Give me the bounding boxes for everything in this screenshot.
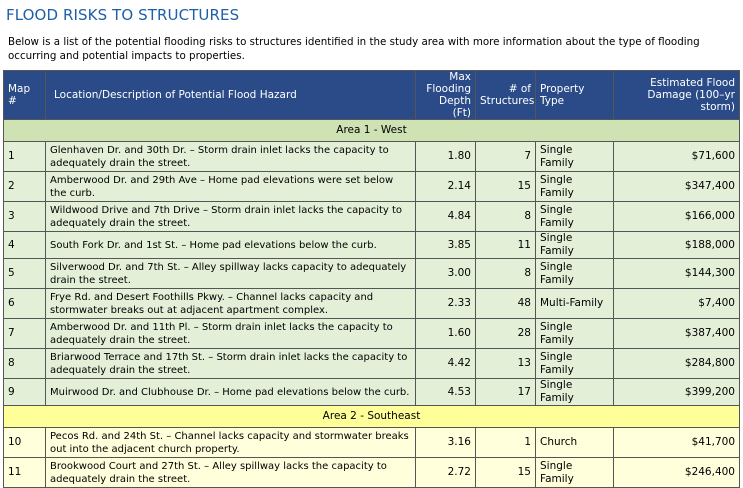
table-row [4,172,740,202]
header-map: Map # [4,71,46,120]
cell-property-type: Single Family [536,172,614,202]
cell-location: Amberwood Dr. and 29th Ave – Home pad elevations were set below the curb. [46,172,416,202]
cell-property-type: Single Family [536,142,614,172]
area-row-west [4,120,740,142]
cell-map: 9 [4,379,46,406]
cell-map: 6 [4,289,46,319]
table-row [4,289,740,319]
cell-location: Brookwood Court and 27th St. – Alley spillway lacks the capacity to adequately drain the street. [46,458,416,488]
cell-map: 10 [4,428,46,458]
cell-map: 2 [4,172,46,202]
cell-structures: 11 [476,232,536,259]
table-row [4,142,740,172]
cell-property-type: Single Family [536,232,614,259]
cell-property-type: Multi-Family [536,289,614,319]
header-depth: Max Flooding Depth (Ft) [416,71,476,120]
cell-location: Frye Rd. and Desert Foothills Pkwy. – Channel lacks capacity and stormwater breaks out at adjacent apartment complex. [46,289,416,319]
cell-depth: 4.53 [416,379,476,406]
cell-property-type: Single Family [536,202,614,232]
cell-depth: 3.85 [416,232,476,259]
cell-depth: 2.33 [416,289,476,319]
cell-structures: 1 [476,428,536,458]
table-row [4,232,740,259]
page-title: FLOOD RISKS TO STRUCTURES [6,6,240,24]
cell-location: Amberwood Dr. and 11th Pl. – Storm drain inlet lacks the capacity to adequately drain the street. [46,319,416,349]
flood-risk-table [3,70,740,488]
cell-depth: 3.16 [416,428,476,458]
cell-map: 1 [4,142,46,172]
cell-structures: 8 [476,259,536,289]
cell-depth: 2.14 [416,172,476,202]
cell-depth: 3.00 [416,259,476,289]
cell-location: Muirwood Dr. and Clubhouse Dr. – Home pad elevations below the curb. [46,379,416,406]
cell-structures: 15 [476,172,536,202]
header-property-type: Property Type [536,71,614,120]
cell-damage: $284,800 [614,349,740,379]
cell-map: 8 [4,349,46,379]
header-location: Location/Description of Potential Flood Hazard [46,71,416,120]
cell-location: Wildwood Drive and 7th Drive – Storm drain inlet lacks the capacity to adequately drain the street. [46,202,416,232]
cell-property-type: Church [536,428,614,458]
table-row [4,202,740,232]
intro-text: Below is a list of the potential flooding risks to structures identified in the study area with more information about the type of flooding occurring and potential impacts to properties. [8,36,700,62]
area-label: Area 2 - Southeast [4,406,740,428]
table-row [4,379,740,406]
cell-damage: $347,400 [614,172,740,202]
cell-depth: 4.84 [416,202,476,232]
cell-structures: 28 [476,319,536,349]
cell-map: 4 [4,232,46,259]
cell-damage: $188,000 [614,232,740,259]
cell-damage: $387,400 [614,319,740,349]
cell-location: South Fork Dr. and 1st St. – Home pad elevations below the curb. [46,232,416,259]
cell-damage: $399,200 [614,379,740,406]
cell-damage: $41,700 [614,428,740,458]
cell-map: 3 [4,202,46,232]
cell-property-type: Single Family [536,319,614,349]
table-row [4,428,740,458]
cell-map: 11 [4,458,46,488]
cell-damage: $7,400 [614,289,740,319]
table-header-row [4,71,740,120]
cell-structures: 7 [476,142,536,172]
table-row [4,349,740,379]
area-label: Area 1 - West [4,120,740,142]
cell-property-type: Single Family [536,458,614,488]
cell-damage: $166,000 [614,202,740,232]
cell-property-type: Single Family [536,259,614,289]
table-row [4,458,740,488]
cell-map: 7 [4,319,46,349]
cell-structures: 48 [476,289,536,319]
cell-map: 5 [4,259,46,289]
cell-damage: $246,400 [614,458,740,488]
cell-depth: 1.80 [416,142,476,172]
cell-property-type: Single Family [536,379,614,406]
table-row [4,319,740,349]
cell-location: Pecos Rd. and 24th St. – Channel lacks capacity and stormwater breaks out into the adjacent church property. [46,428,416,458]
area-row-southeast [4,406,740,428]
cell-depth: 2.72 [416,458,476,488]
cell-structures: 17 [476,379,536,406]
header-structures: # of Structures [476,71,536,120]
cell-location: Silverwood Dr. and 7th St. – Alley spillway lacks capacity to adequately drain the street. [46,259,416,289]
cell-structures: 15 [476,458,536,488]
cell-location: Glenhaven Dr. and 30th Dr. – Storm drain inlet lacks the capacity to adequately drain the street. [46,142,416,172]
cell-damage: $71,600 [614,142,740,172]
table-row [4,259,740,289]
cell-structures: 13 [476,349,536,379]
header-damage: Estimated Flood Damage (100–yr storm) [614,71,740,120]
cell-property-type: Single Family [536,349,614,379]
cell-structures: 8 [476,202,536,232]
cell-depth: 1.60 [416,319,476,349]
cell-location: Briarwood Terrace and 17th St. – Storm drain inlet lacks the capacity to adequately drain the street. [46,349,416,379]
cell-damage: $144,300 [614,259,740,289]
cell-depth: 4.42 [416,349,476,379]
